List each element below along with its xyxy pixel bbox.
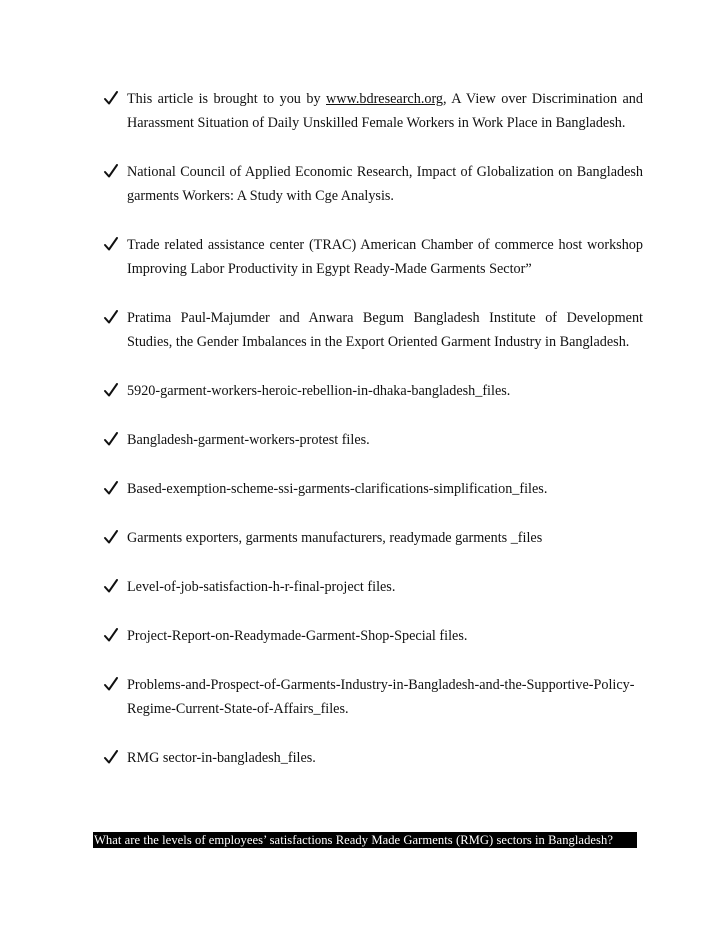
reference-text: Level-of-job-satisfaction-h-r-final-project files.	[127, 579, 396, 595]
reference-text-after: , A View over Discrimination and Harassment Situation of Daily Unskilled Female Workers in Work Place in Bangladesh.	[127, 91, 643, 131]
reference-text: Bangladesh-garment-workers-protest files.	[127, 432, 370, 448]
reference-item	[103, 233, 643, 281]
checkmark-icon	[103, 626, 119, 644]
checkmark-icon	[103, 430, 119, 448]
checkmark-icon	[103, 89, 119, 107]
reference-item	[103, 477, 643, 501]
checkmark-icon	[103, 381, 119, 399]
checkmark-icon	[103, 235, 119, 253]
reference-text: 5920-garment-workers-heroic-rebellion-in-dhaka-bangladesh_files.	[127, 383, 511, 399]
reference-text: Trade related assistance center (TRAC) American Chamber of commerce host workshop Improving Labor Productivity in Egypt Ready-Made Garments Sector”	[127, 237, 643, 277]
reference-text: Based-exemption-scheme-ssi-garments-clarifications-simplification_files.	[127, 481, 548, 497]
checkmark-icon	[103, 675, 119, 693]
reference-text: National Council of Applied Economic Research, Impact of Globalization on Bangladesh garments Workers: A Study with Cge Analysis.	[127, 164, 643, 204]
reference-item	[103, 87, 643, 135]
reference-text: Problems-and-Prospect-of-Garments-Industry-in-Bangladesh-and-the-Supportive-Policy-Regime-Current-State-of-Affairs_files.	[127, 677, 635, 717]
reference-item	[103, 306, 643, 354]
reference-item	[103, 160, 643, 208]
checkmark-icon	[103, 308, 119, 326]
checkmark-icon	[103, 528, 119, 546]
checkmark-icon	[103, 162, 119, 180]
page-footer-banner: What are the levels of employees’ satisfactions Ready Made Garments (RMG) sectors in Bangladesh?	[93, 832, 637, 848]
reference-item	[103, 526, 643, 550]
reference-text: Pratima Paul-Majumder and Anwara Begum Bangladesh Institute of Development Studies, the Gender Imbalances in the Export Oriented Garment Industry in Bangladesh.	[127, 310, 643, 350]
checkmark-icon	[103, 479, 119, 497]
reference-list	[103, 87, 643, 795]
checkmark-icon	[103, 577, 119, 595]
reference-text: Project-Report-on-Readymade-Garment-Shop-Special files.	[127, 628, 468, 644]
reference-item	[103, 624, 643, 648]
reference-text: RMG sector-in-bangladesh_files.	[127, 750, 316, 766]
reference-item	[103, 673, 643, 721]
reference-item	[103, 379, 643, 403]
reference-text-before: This article is brought to you by	[127, 91, 327, 107]
reference-text: Garments exporters, garments manufacturers, readymade garments _files	[127, 530, 543, 546]
reference-item	[103, 575, 643, 599]
reference-item	[103, 428, 643, 452]
reference-item	[103, 746, 643, 770]
bdresearch-link[interactable]: www.bdresearch.org	[326, 91, 444, 107]
checkmark-icon	[103, 748, 119, 766]
reference-text	[127, 91, 643, 131]
